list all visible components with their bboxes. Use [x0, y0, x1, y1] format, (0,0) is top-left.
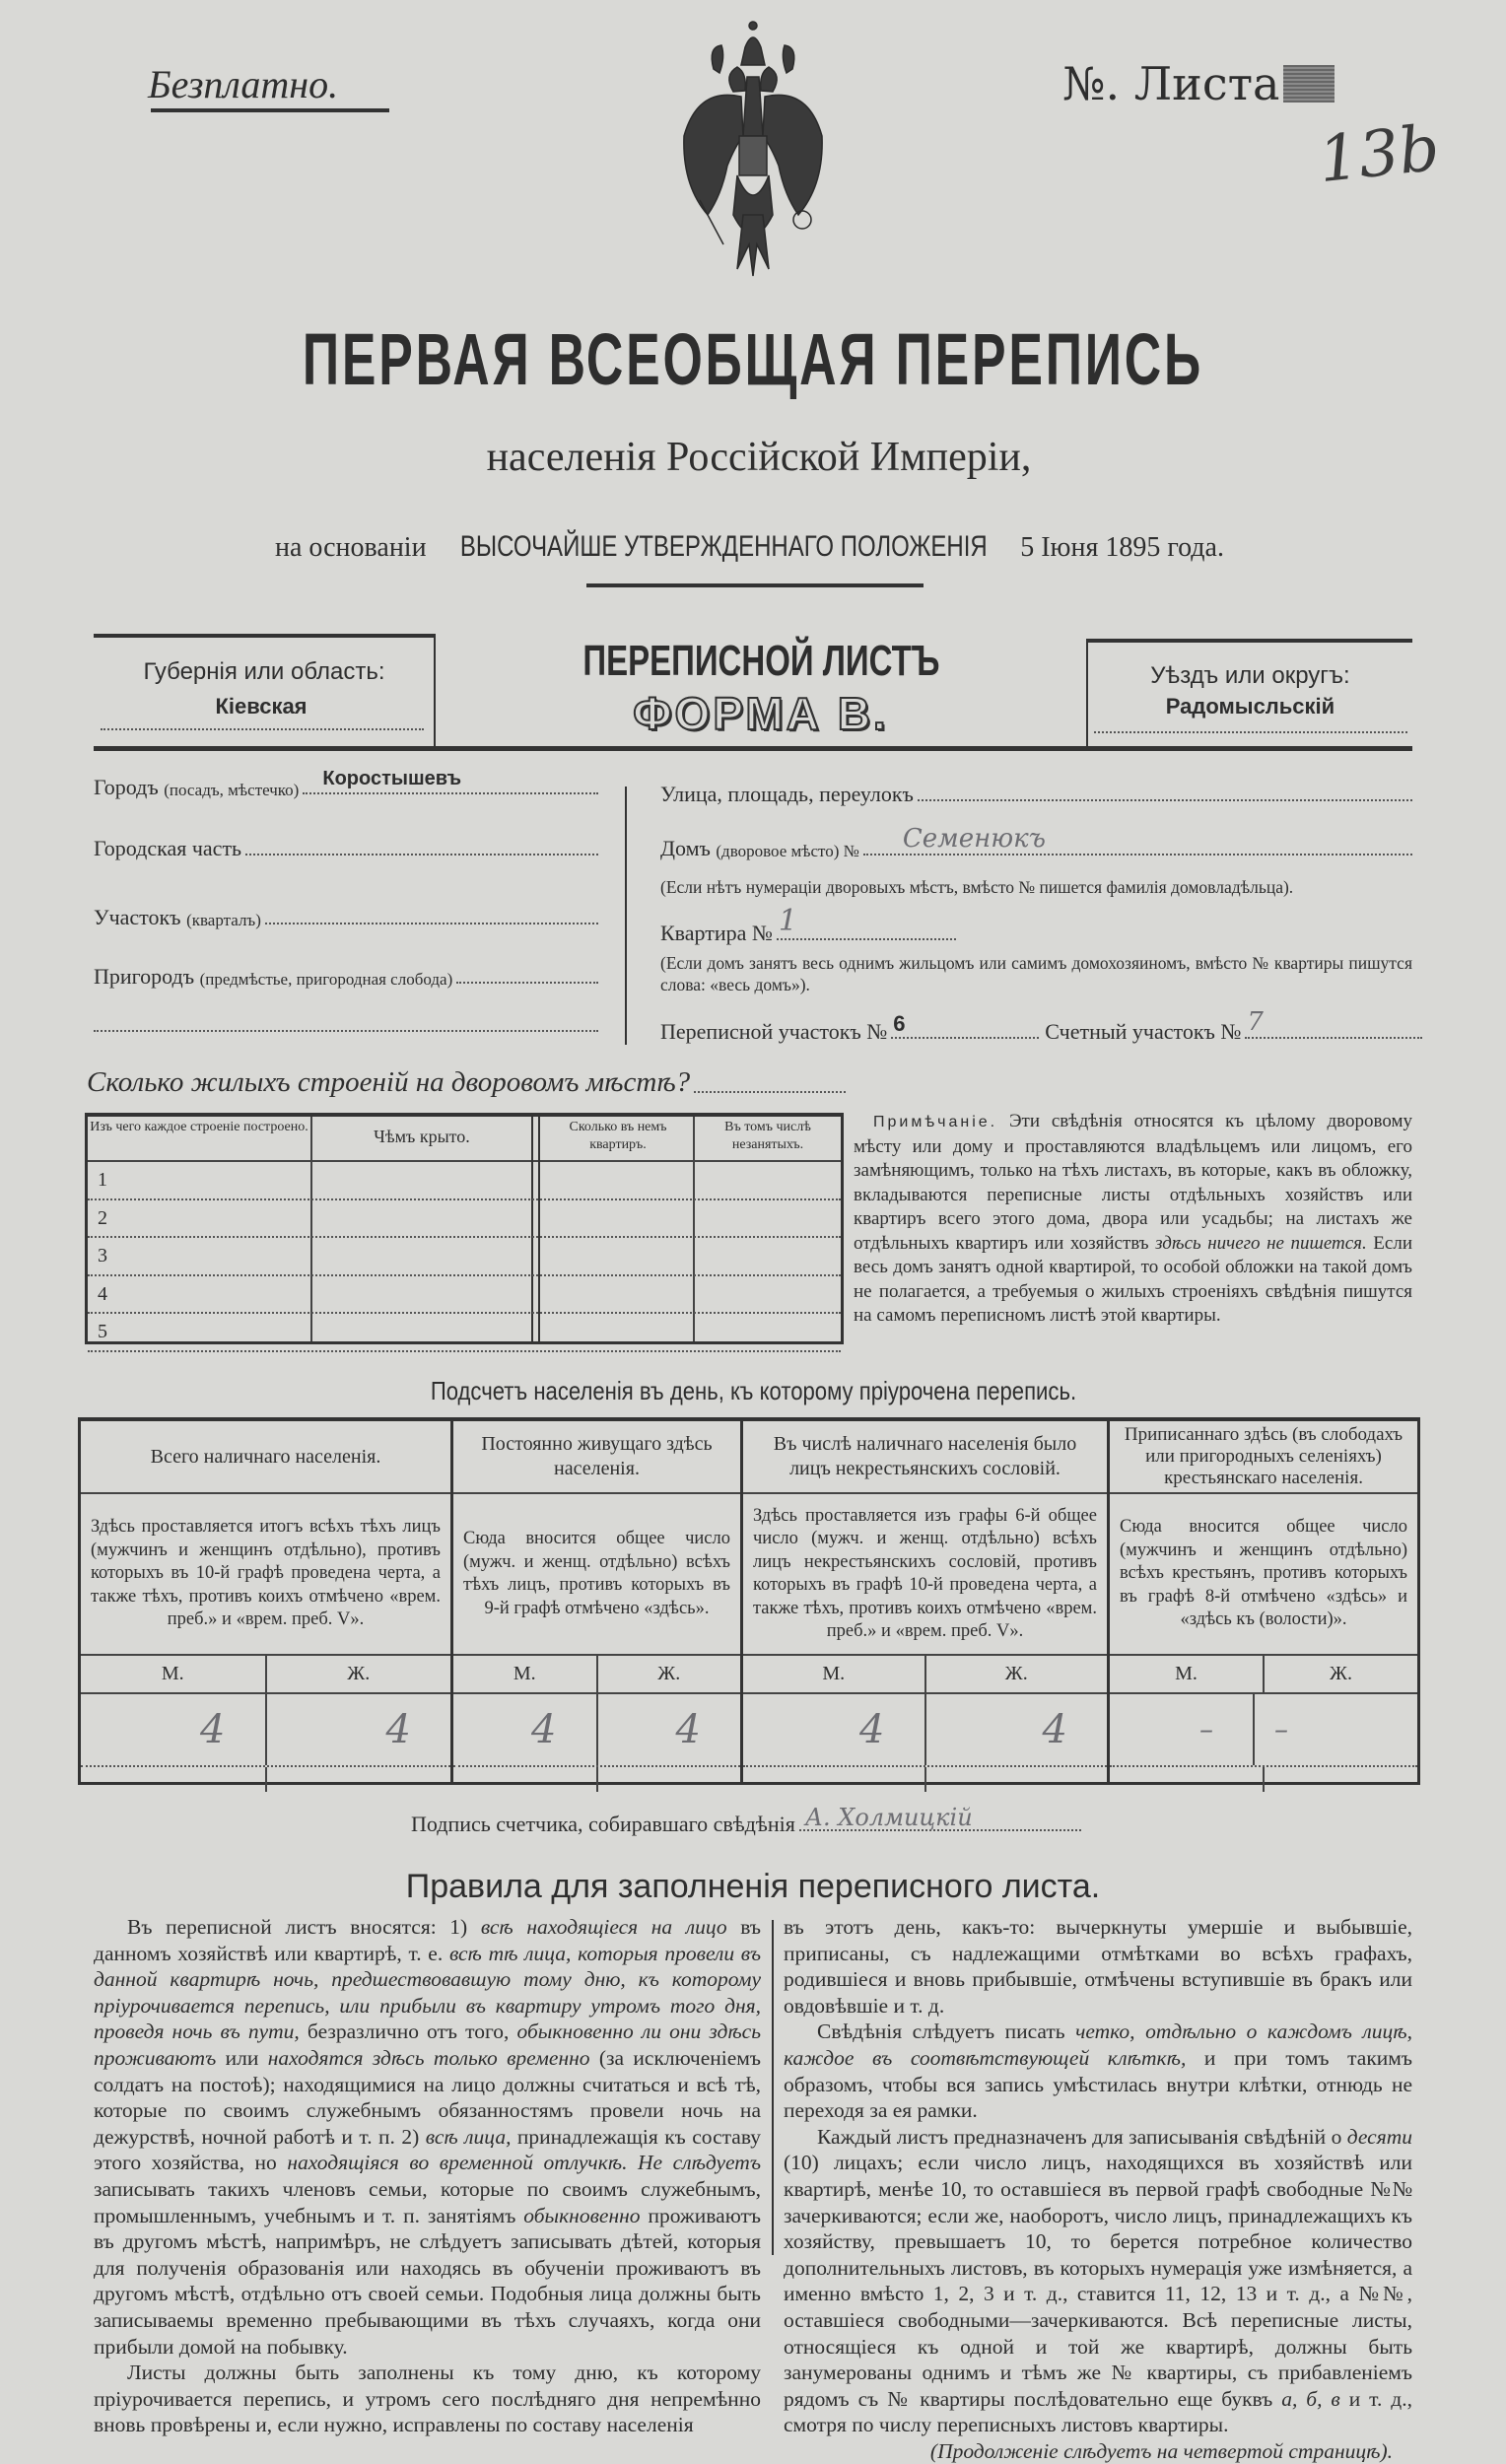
- rules-text: принадлежащія къ составу этого хозяйства, но: [94, 2124, 762, 2175]
- city-field: [94, 768, 598, 800]
- rules-text: въ этотъ день, какъ-то: вычеркнуты умершіе и выбывшіе, приписаны, съ надлежащими отмѣтками во всѣхъ графахъ, родившіеся и вновь прибывшіе, отмѣчены вступившіе въ бракъ или овдовѣвшіе и т. д.: [784, 1915, 1412, 2018]
- legal-basis-prefix: на основаніи: [275, 532, 427, 563]
- district-numbers-row: [660, 1007, 1412, 1045]
- apartment-value: 1: [778, 904, 797, 938]
- count-district-input[interactable]: [1245, 1007, 1422, 1039]
- suburb-field: [94, 964, 598, 990]
- female-label: Ж.: [657, 1663, 681, 1684]
- col-head: Въ числѣ наличнаго населенія было лицъ некрестьянскихъ сословій.: [743, 1421, 1107, 1494]
- col-head: Всего наличнаго населенія.: [81, 1421, 450, 1494]
- rules-emphasis: всѣ находящіеся на лицо: [480, 1915, 727, 1939]
- city-hint: (посадъ, мѣстечко): [164, 781, 300, 799]
- rules-text: Листы должны быть заполнены къ тому дню, къ которому пріурочивается перепись, и утромъ сего послѣдняго дня непремѣнно вновь провѣрены и, если нужно, исправлены по составу населенія: [94, 2361, 761, 2437]
- rules-emphasis: десяти: [1346, 2124, 1412, 2149]
- sheet-number-redaction-box: [1283, 65, 1335, 103]
- rules-paragraph: [784, 2019, 1412, 2123]
- address-divider: [625, 787, 627, 1045]
- rules-paragraph: [94, 2360, 761, 2438]
- street-field: [660, 782, 1412, 807]
- buildings-rows: [88, 1162, 841, 1352]
- col-header-roof: Чѣмъ крыто.: [374, 1127, 470, 1146]
- city-value: Коростышевъ: [322, 768, 462, 789]
- female-count[interactable]: 4: [1042, 1707, 1067, 1752]
- house-input[interactable]: [863, 824, 1412, 856]
- male-count[interactable]: 4: [453, 1694, 598, 1765]
- female-count[interactable]: –: [1274, 1713, 1288, 1745]
- city-part-input[interactable]: [245, 854, 598, 856]
- rules-title: Правила для заполненія переписного листа.: [405, 1868, 1101, 1905]
- district-label: Уѣздъ или округъ:: [1150, 662, 1350, 689]
- population-title: [0, 1376, 1506, 1406]
- house-hint: (дворовое мѣсто) №: [716, 842, 859, 860]
- count-district-label: Счетный участокъ №: [1045, 1019, 1242, 1044]
- rules-left-column: [94, 1914, 761, 2438]
- signature-label: Подпись счетчика, собиравшаго свѣдѣнія: [411, 1812, 795, 1836]
- apartment-field: [660, 904, 956, 946]
- rules-text: записывать такихъ членовъ семьи, которые по своимъ служебнымъ, промышленнымъ, учебнымъ и т. п. занятіямъ: [94, 2176, 761, 2227]
- census-district-value: 6: [893, 1011, 906, 1036]
- apartment-input[interactable]: [777, 904, 956, 940]
- city-input[interactable]: [303, 768, 598, 794]
- precinct-hint: (кварталъ): [186, 911, 261, 929]
- suburb-input-continued[interactable]: [94, 1030, 598, 1032]
- rules-emphasis: находящіяся во временной отлучкѣ. Не слѣдуетъ: [287, 2151, 761, 2175]
- buildings-question: Сколько жилыхъ строеній на дворовомъ мѣстѣ?: [87, 1066, 691, 1098]
- male-count[interactable]: –: [1110, 1694, 1255, 1765]
- buildings-count-input[interactable]: [694, 1091, 846, 1093]
- rules-text: (за исключеніемъ солдатъ на постоѣ); находящимися на лицо должны считаться и всѣ тѣ, которые по своимъ служебнымъ обязанностямъ провели ночь на дежурствѣ, ночной работѣ и т. п. 2): [94, 2045, 761, 2149]
- col-header-vacant: Въ томъ числѣ незанятыхъ.: [724, 1120, 811, 1152]
- male-label: М.: [743, 1656, 926, 1692]
- free-of-charge-label: Безплатно.: [148, 62, 339, 106]
- census-subtitle: населенія Россійской Имперіи,: [486, 435, 1032, 480]
- male-label: М.: [453, 1656, 598, 1692]
- rules-right-column: [784, 1914, 1412, 2464]
- population-col-registered-peasant: [1110, 1421, 1417, 1782]
- form-box-bottom: [94, 746, 1412, 751]
- district-dotted-line: [1094, 731, 1407, 733]
- population-title-text: Подсчетъ населенія въ день, къ которому пріурочена перепись.: [430, 1376, 1076, 1405]
- buildings-table: [85, 1113, 844, 1344]
- suburb-input[interactable]: [456, 982, 598, 984]
- note-text: Эти свѣдѣнія относятся къ цѣлому дворовому мѣсту или дому и проставляются владѣльцемъ или лицомъ, его замѣняющимъ, только на тѣхъ листахъ, въ которые, какъ въ обложку, вкладываются переписные листы отдѣльныхъ хозяйствъ или квартиръ всего этого дома, двора или усадьбы; на листахъ же отдѣльныхъ квартиръ или хозяйствъ: [854, 1111, 1412, 1254]
- suburb-label: Пригородъ: [94, 964, 195, 989]
- female-label: Ж.: [347, 1663, 371, 1684]
- building-row[interactable]: 4: [88, 1276, 841, 1315]
- col-desc: Здѣсь проставляется изъ графы 6-й общее число (мужч. и женщ. отдѣльно) всѣхъ лицъ некрестьянскихъ сословій, противъ которыхъ въ графѣ 10-й проведена черта, а также тѣхъ, противъ коихъ отмѣчено «врем. преб.» и «врем. преб. V».: [753, 1505, 1097, 1641]
- province-value[interactable]: Кіевская: [215, 694, 308, 719]
- male-count[interactable]: 4: [81, 1694, 267, 1765]
- province-dotted-line: [101, 728, 424, 730]
- rules-text: проживаютъ въ другомъ мѣстѣ, напримѣръ, не слѣдуетъ записывать дѣтей, которыя для полученія образованія или находясь въ обученіи проживаютъ въ другомъ мѣстѣ, отдѣльно отъ своей семьи. Подобныя лица должны быть записываемы временно пребывающими въ тѣхъ случаяхъ, когда они прибыли домой на побывку.: [94, 2203, 761, 2359]
- sheet-number-field: [1062, 57, 1335, 110]
- street-input[interactable]: [918, 799, 1412, 801]
- census-district-input[interactable]: [891, 1011, 1039, 1039]
- house-value: Семенюкъ: [902, 824, 1047, 854]
- legal-basis-date: 5 Іюня 1895 года.: [1020, 532, 1224, 563]
- legal-basis-caps: ВЫСОЧАЙШЕ УТВЕРЖДЕННАГО ПОЛОЖЕНІЯ: [459, 530, 988, 563]
- census-title: [0, 317, 1506, 401]
- rules-text: въ данномъ хозяйствѣ или квартирѣ, т. е.: [94, 1915, 762, 1965]
- col-head: Приписаннаго здѣсь (въ слободахъ или пригородныхъ селеніяхъ) крестьянскаго населенія.: [1110, 1421, 1417, 1494]
- rules-text: Въ переписной листъ вносятся: 1): [127, 1915, 481, 1939]
- col-header-material: Изъ чего каждое строеніе построено.: [90, 1120, 308, 1134]
- province-label: Губернія или область:: [143, 658, 385, 685]
- city-label: Городъ: [94, 775, 159, 799]
- enumerator-signature-field: [411, 1804, 1081, 1837]
- rules-emphasis: обыкновенно ли они здѣсь проживаютъ: [94, 2019, 762, 2070]
- col-desc: Здѣсь проставляется итогъ всѣхъ тѣхъ лицъ (мужчинъ и женщинъ отдѣльно), противъ которыхъ въ 10-й графѣ проведена черта, а также тѣхъ, противъ коихъ отмѣчено «врем. преб.» и «врем. преб. V».: [91, 1517, 441, 1630]
- rules-emphasis: а, б, в: [1281, 2386, 1340, 2411]
- province-box-top: [94, 634, 435, 638]
- city-part-label: Городская часть: [94, 836, 242, 860]
- apartment-note: (Если домъ занятъ весь однимъ жильцомъ или самимъ домохозяиномъ, вмѣсто № квартиры пишутся слова: «весь домъ»).: [660, 953, 1412, 994]
- male-label: М.: [1110, 1656, 1265, 1692]
- sheet-number-label: №. Листа: [1062, 57, 1280, 110]
- rules-text: или: [216, 2045, 268, 2070]
- free-label-underline: [151, 108, 389, 112]
- note-text-continued: Если весь домъ занятъ одной квартирой, то особой обложки на такой домъ не полагается, а требуемыя о жилыхъ строеніяхъ свѣдѣнія пишутся на самомъ переписномъ листѣ этой квартиры.: [854, 1232, 1412, 1326]
- rules-emphasis: четко, отдѣльно о каждомъ лицѣ, каждое въ соотвѣтствующей клѣткѣ,: [784, 2019, 1413, 2070]
- sheet-title: [436, 636, 1086, 686]
- female-label: Ж.: [1004, 1663, 1028, 1684]
- building-row[interactable]: 2: [88, 1200, 841, 1239]
- female-count[interactable]: 4: [385, 1707, 411, 1752]
- rules-text: и т. д., смотря по числу переписныхъ листовъ квартиры.: [784, 2386, 1412, 2437]
- col-desc: Сюда вносится общее число (мужчинъ и женщинъ отдѣльно) всѣхъ крестьянъ, противъ которыхъ въ графѣ 8-й отмѣчено «здѣсь» и «здѣсь къ (волости)».: [1120, 1517, 1407, 1630]
- population-col-total: [81, 1421, 453, 1782]
- precinct-label: Участокъ: [94, 905, 181, 929]
- legal-basis-line: [151, 530, 1348, 564]
- rules-emphasis: обыкновенно: [523, 2203, 641, 2227]
- female-label: Ж.: [1330, 1663, 1352, 1684]
- building-row[interactable]: 3: [88, 1238, 841, 1276]
- rules-emphasis: всѣ лица,: [425, 2124, 512, 2149]
- rules-text: и при томъ такимъ образомъ, чтобы вся запись умѣстилась внутри клѣтки, отнюдь не переходя за ея рамки.: [784, 2045, 1413, 2123]
- imperial-eagle-emblem: [678, 18, 828, 279]
- handwritten-sheet-number: 13b: [1315, 111, 1443, 198]
- rules-emphasis: всѣ тѣ лица, которыя провели въ данной квартирѣ ночь, предшествовавшую тому дню, къ которому пріурочивается перепись, или прибыли въ квартиру утромъ того дня, проведя ночь въ пути,: [94, 1941, 761, 2044]
- rules-text: (10) лицахъ; если число лицъ, находящихся въ хозяйствѣ или квартирѣ, менѣе 10, то оставшіеся въ первой графѣ свободные №№ зачеркиваются; если же, наоборотъ, число лицъ, принадлежащихъ къ хозяйству, превышаетъ 10, то берется потребное количество дополнительныхъ листовъ, въ которыхъ нумерація уже измѣняется, а именно вмѣсто 1, 2, 3 и т. д., ставится 11, 12, 13 и т. д., а №№, оставшіеся свободными—зачеркиваются. Всѣ переписные листы, относящіеся къ одной и той же квартирѣ, должны быть занумерованы однимъ и тѣмъ же № квартиры, съ прибавленіемъ рядомъ съ № квартиры послѣдовательно еще буквъ: [784, 2151, 1412, 2411]
- signature-value: А. Холмицкій: [804, 1804, 973, 1831]
- district-value[interactable]: Радомысльскій: [1165, 694, 1335, 719]
- rules-paragraph: [784, 2438, 1412, 2464]
- house-field: [660, 824, 1412, 861]
- apartment-label: Квартира №: [660, 921, 773, 945]
- rules-text: безразлично отъ того,: [299, 2019, 517, 2044]
- signature-input[interactable]: [799, 1804, 1081, 1831]
- col-head: Постоянно живущаго здѣсь населенія.: [453, 1421, 740, 1494]
- precinct-field: [94, 905, 598, 930]
- rules-text: Свѣдѣнія слѣдуетъ писать: [817, 2019, 1076, 2044]
- male-count[interactable]: 4: [743, 1694, 926, 1765]
- title-rule: [586, 583, 924, 587]
- population-col-permanent: [453, 1421, 743, 1782]
- male-label: М.: [81, 1656, 267, 1692]
- census-title-text: ПЕРВАЯ ВСЕОБЩАЯ ПЕРЕПИСЬ: [302, 318, 1204, 400]
- population-table: [78, 1417, 1420, 1785]
- note-italic: здѣсь ничего не пишется.: [1155, 1232, 1367, 1254]
- census-district-label: Переписной участокъ №: [660, 1019, 888, 1044]
- buildings-question-field: [87, 1066, 846, 1099]
- suburb-hint: (предмѣстье, пригородная слобода): [199, 970, 453, 989]
- rules-text: (Продолженіе слѣдуетъ на четвертой страницѣ).: [929, 2438, 1393, 2463]
- rules-paragraph: [94, 1914, 761, 2360]
- form-name: ФОРМА В.: [633, 688, 889, 739]
- street-label: Улица, площадь, переулокъ: [660, 782, 914, 806]
- building-row[interactable]: 1: [88, 1162, 841, 1200]
- house-label: Домъ: [660, 836, 711, 860]
- rules-paragraph: [784, 1914, 1412, 2019]
- house-note: (Если нѣтъ нумераціи дворовыхъ мѣстъ, вмѣсто № пишется фамилія домовладѣльца).: [660, 877, 1294, 897]
- building-row[interactable]: 5: [88, 1314, 841, 1352]
- district-box-top: [1087, 639, 1412, 643]
- rules-emphasis: находятся здѣсь только временно: [267, 2045, 590, 2070]
- population-col-non-peasant: [743, 1421, 1110, 1782]
- buildings-note: [854, 1110, 1412, 1329]
- rules-paragraph: [784, 2124, 1412, 2438]
- rules-column-divider: [772, 1920, 774, 2255]
- city-part-field: [94, 836, 598, 861]
- precinct-input[interactable]: [265, 923, 598, 924]
- col-header-apartments: Сколько въ немъ квартиръ.: [569, 1120, 667, 1152]
- rules-text: Каждый листъ предназначенъ для записыванія свѣдѣній о: [817, 2124, 1347, 2149]
- count-district-value: 7: [1247, 1007, 1264, 1037]
- female-count[interactable]: 4: [675, 1707, 701, 1752]
- note-title: Примѣчаніе.: [873, 1114, 998, 1130]
- col-desc: Сюда вносится общее число (мужч. и женщ. отдѣльно) всѣхъ тѣхъ лицъ, противъ которыхъ въ 9-й графѣ отмѣчено «здѣсь».: [463, 1529, 730, 1618]
- sheet-title-text: ПЕРЕПИСНОЙ ЛИСТЪ: [582, 637, 940, 685]
